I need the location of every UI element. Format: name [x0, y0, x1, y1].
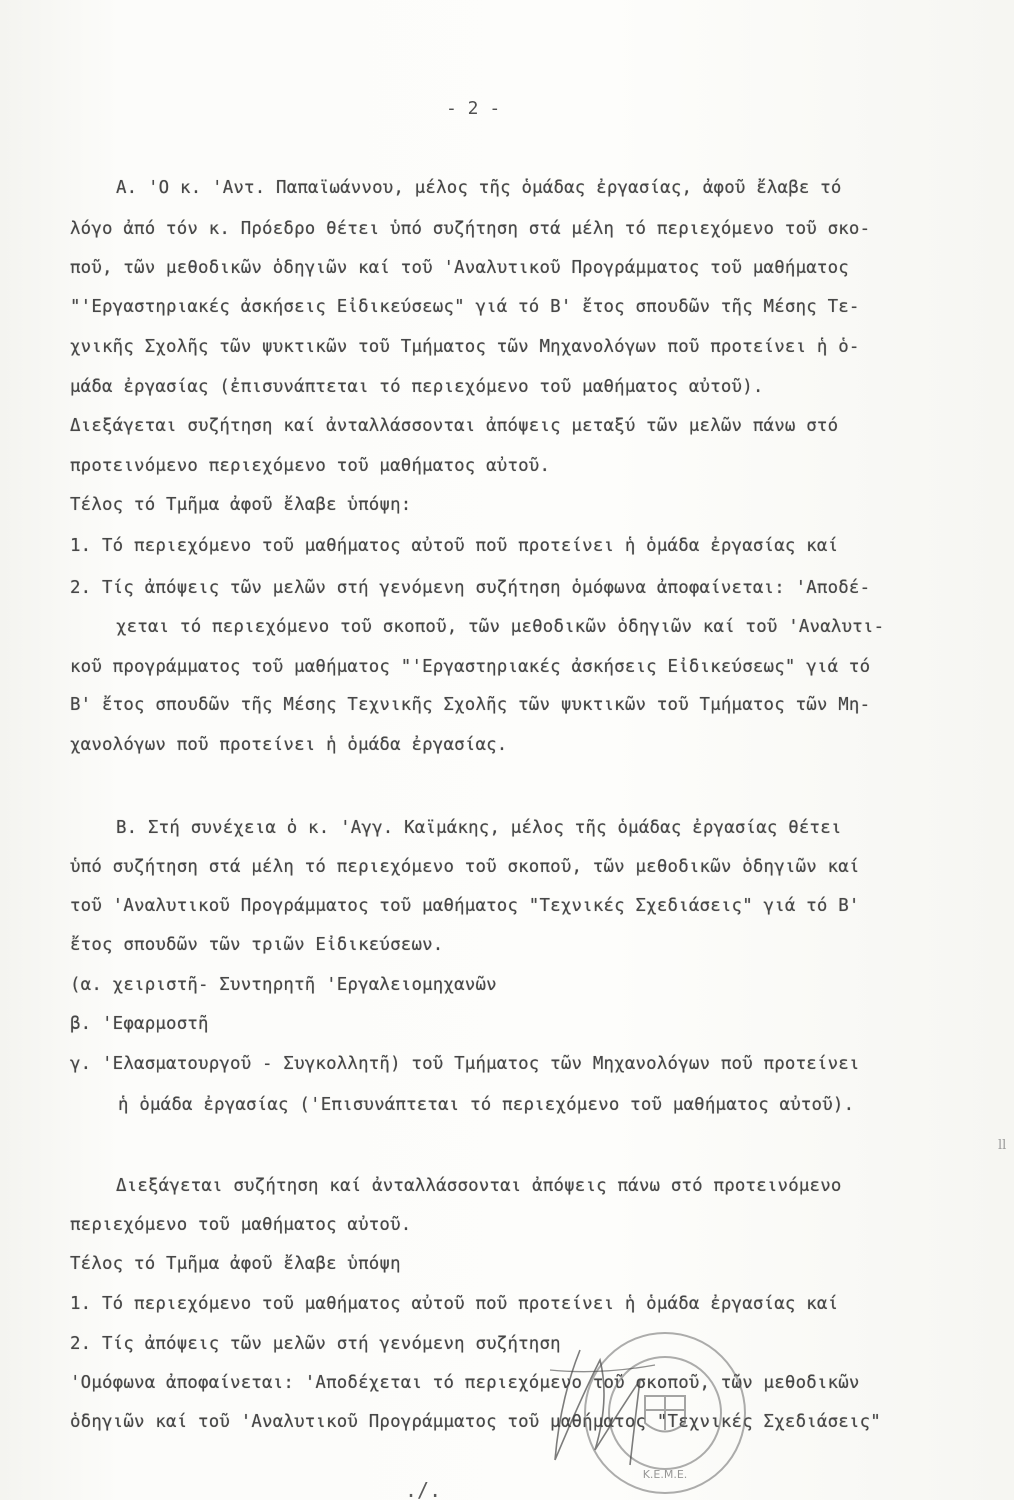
text-line: Β' ἔτος σπουδῶν τῆς Μέσης Τεχνικῆς Σχολῆς τῶν ψυκτικῶν τοῦ Τμήματος τῶν Μη- — [70, 695, 871, 715]
text-line: (α. χειριστῆ- Συντηρητῆ 'Εργαλειομηχανῶν — [70, 975, 497, 995]
text-line: κοῦ προγράμματος τοῦ μαθήματος "'Εργαστηριακές ἀσκήσεις Εἰδικεύσεως" γιά τό — [70, 657, 871, 677]
text-line: 2. Τίς ἀπόψεις τῶν μελῶν στή γενόμενη συζήτηση ὁμόφωνα ἀποφαίνεται: 'Αποδέ- — [70, 578, 871, 598]
text-line: Διεξάγεται συζήτηση καί ἀνταλλάσσονται ἀπόψεις μεταξύ τῶν μελῶν πάνω στό — [70, 416, 839, 436]
stamp-text: Κ.Ε.Μ.Ε. — [642, 1468, 688, 1481]
text-line: ὁδηγιῶν καί τοῦ 'Αναλυτικοῦ Προγράμματος τοῦ μαθήματος "Τεχνικές Σχεδιάσεις" — [70, 1412, 881, 1432]
text-line: προτεινόμενο περιεχόμενο τοῦ μαθήματος αὐτοῦ. — [70, 456, 551, 476]
text-line: Διεξάγεται συζήτηση καί ἀνταλλάσσονται ἀπόψεις πάνω στό προτεινόμενο — [116, 1176, 842, 1196]
page-number: - 2 - — [446, 98, 501, 119]
text-line: περιεχόμενο τοῦ μαθήματος αὐτοῦ. — [70, 1215, 412, 1235]
continuation-mark: ./. — [405, 1478, 442, 1500]
margin-mark: ll — [998, 1138, 1007, 1153]
text-line: A. 'O κ. 'Aντ. Παπαϊωάννου, μέλος τῆς ὁμάδας ἐργασίας, ἀφοῦ ἔλαβε τό — [116, 178, 842, 198]
text-line: Β. Στή συνέχεια ὁ κ. 'Αγγ. Καϊμάκης, μέλος τῆς ὁμάδας ἐργασίας θέτει — [116, 818, 842, 838]
text-line: ὑπό συζήτηση στά μέλη τό περιεχόμενο τοῦ σκοποῦ, τῶν μεθοδικῶν ὁδηγιῶν καί — [70, 857, 860, 877]
text-line: λόγο ἀπό τόν κ. Πρόεδρο θέτει ὑπό συζήτηση στά μέλη τό περιεχόμενο τοῦ σκο- — [70, 219, 871, 239]
text-line: ἡ ὁμάδα ἐργασίας ('Επισυνάπτεται τό περιεχόμενο τοῦ μαθήματος αὐτοῦ). — [118, 1095, 855, 1115]
text-line: μάδα ἐργασίας (ἐπισυνάπτεται τό περιεχόμενο τοῦ μαθήματος αὐτοῦ). — [70, 377, 764, 397]
text-line: χνικῆς Σχολῆς τῶν ψυκτικῶν τοῦ Τμήματος τῶν Μηχανολόγων ποῦ προτείνει ἡ ὁ- — [70, 337, 860, 357]
text-line: 'Ομόφωνα ἀποφαίνεται: 'Αποδέχεται τό περιεχόμενο τοῦ σκοποῦ, τῶν μεθοδικῶν — [70, 1373, 860, 1393]
text-line: Τέλος τό Τμῆμα ἀφοῦ ἔλαβε ὑπόψη: — [70, 495, 412, 515]
signature — [540, 1340, 670, 1480]
text-line: 1. Τό περιεχόμενο τοῦ μαθήματος αὐτοῦ ποῦ προτείνει ἡ ὁμάδα ἐργασίας καί — [70, 1294, 839, 1314]
text-line: τοῦ 'Αναλυτικοῦ Προγράμματος τοῦ μαθήματος "Τεχνικές Σχεδιάσεις" γιά τό Β' — [70, 896, 860, 916]
text-line: γ. 'Ελασματουργοῦ - Συγκολλητῆ) τοῦ Τμήματος τῶν Μηχανολόγων ποῦ προτείνει — [70, 1054, 860, 1074]
text-line: β. 'Εφαρμοστῆ — [70, 1014, 209, 1034]
text-line: χεται τό περιεχόμενο τοῦ σκοποῦ, τῶν μεθοδικῶν ὁδηγιῶν καί τοῦ 'Αναλυτι- — [116, 617, 885, 637]
text-line: ἔτος σπουδῶν τῶν τριῶν Εἰδικεύσεων. — [70, 935, 444, 955]
text-line: ποῦ, τῶν μεθοδικῶν ὁδηγιῶν καί τοῦ 'Αναλυτικοῦ Προγράμματος τοῦ μαθήματος — [70, 258, 849, 278]
text-line: "'Εργαστηριακές ἀσκήσεις Εἰδικεύσεως" γιά τό Β' ἔτος σπουδῶν τῆς Μέσης Τε- — [70, 297, 860, 317]
text-line: Τέλος τό Τμῆμα ἀφοῦ ἔλαβε ὑπόψη — [70, 1254, 401, 1274]
text-line: 2. Τίς ἀπόψεις τῶν μελῶν στή γενόμενη συζήτηση — [70, 1334, 561, 1354]
text-line: χανολόγων ποῦ προτείνει ἡ ὁμάδα ἐργασίας. — [70, 735, 508, 755]
text-line: 1. Τό περιεχόμενο τοῦ μαθήματος αὐτοῦ ποῦ προτείνει ἡ ὁμάδα ἐργασίας καί — [70, 536, 839, 556]
